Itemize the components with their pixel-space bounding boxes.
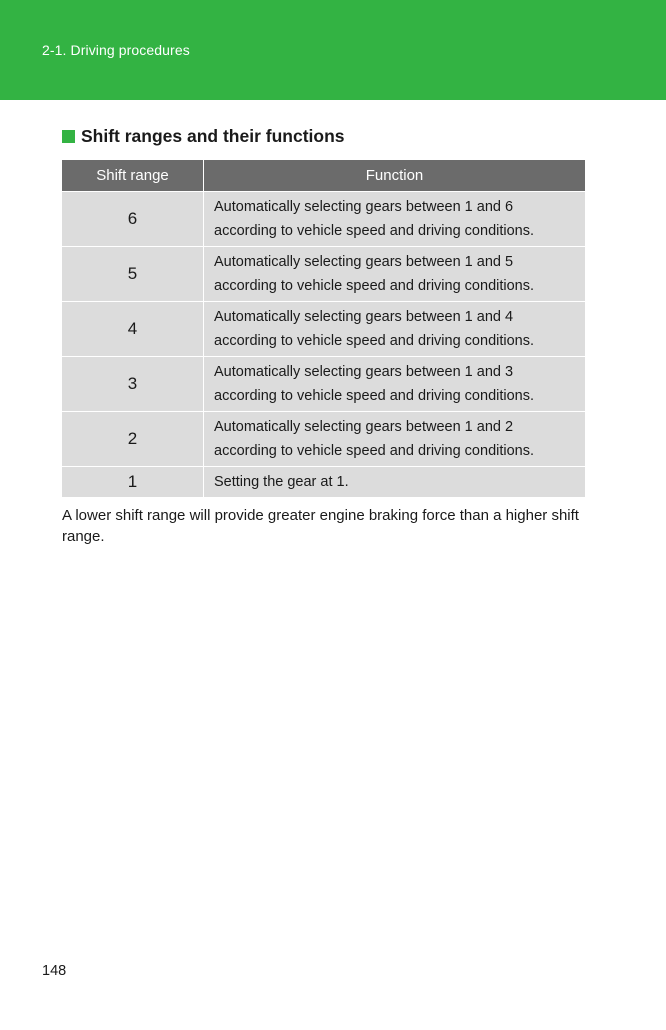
table-row bbox=[62, 247, 585, 302]
section-title: 2-1. Driving procedures bbox=[42, 42, 190, 58]
header-band bbox=[0, 0, 666, 100]
page-number: 148 bbox=[42, 963, 67, 979]
table-row bbox=[62, 302, 585, 357]
note-text: A lower shift range will provide greater engine braking force than a higher shift range. bbox=[62, 507, 579, 545]
shift-range-table bbox=[62, 160, 585, 497]
shift-range-cell: 2 bbox=[62, 412, 204, 467]
function-cell: Automatically selecting gears between 1 and 2 according to vehicle speed and driving conditions. bbox=[204, 412, 586, 467]
function-cell: Setting the gear at 1. bbox=[204, 467, 586, 498]
function-cell: Automatically selecting gears between 1 and 5 according to vehicle speed and driving conditions. bbox=[204, 247, 586, 302]
shift-range-cell: 6 bbox=[62, 192, 204, 247]
shift-range-cell: 3 bbox=[62, 357, 204, 412]
section-heading bbox=[62, 124, 345, 148]
shift-range-cell: 4 bbox=[62, 302, 204, 357]
table-row bbox=[62, 412, 585, 467]
function-cell: Automatically selecting gears between 1 and 6 according to vehicle speed and driving conditions. bbox=[204, 192, 586, 247]
table-row bbox=[62, 192, 585, 247]
column-header-shift-range: Shift range bbox=[62, 160, 204, 192]
table-row bbox=[62, 357, 585, 412]
table-header-row bbox=[62, 160, 585, 192]
section-heading-text: Shift ranges and their functions bbox=[81, 125, 345, 146]
function-cell: Automatically selecting gears between 1 and 3 according to vehicle speed and driving conditions. bbox=[204, 357, 586, 412]
column-header-function: Function bbox=[204, 160, 586, 192]
function-cell: Automatically selecting gears between 1 and 4 according to vehicle speed and driving conditions. bbox=[204, 302, 586, 357]
table-row bbox=[62, 467, 585, 498]
shift-range-cell: 5 bbox=[62, 247, 204, 302]
square-bullet-icon bbox=[62, 130, 75, 143]
shift-range-cell: 1 bbox=[62, 467, 204, 498]
